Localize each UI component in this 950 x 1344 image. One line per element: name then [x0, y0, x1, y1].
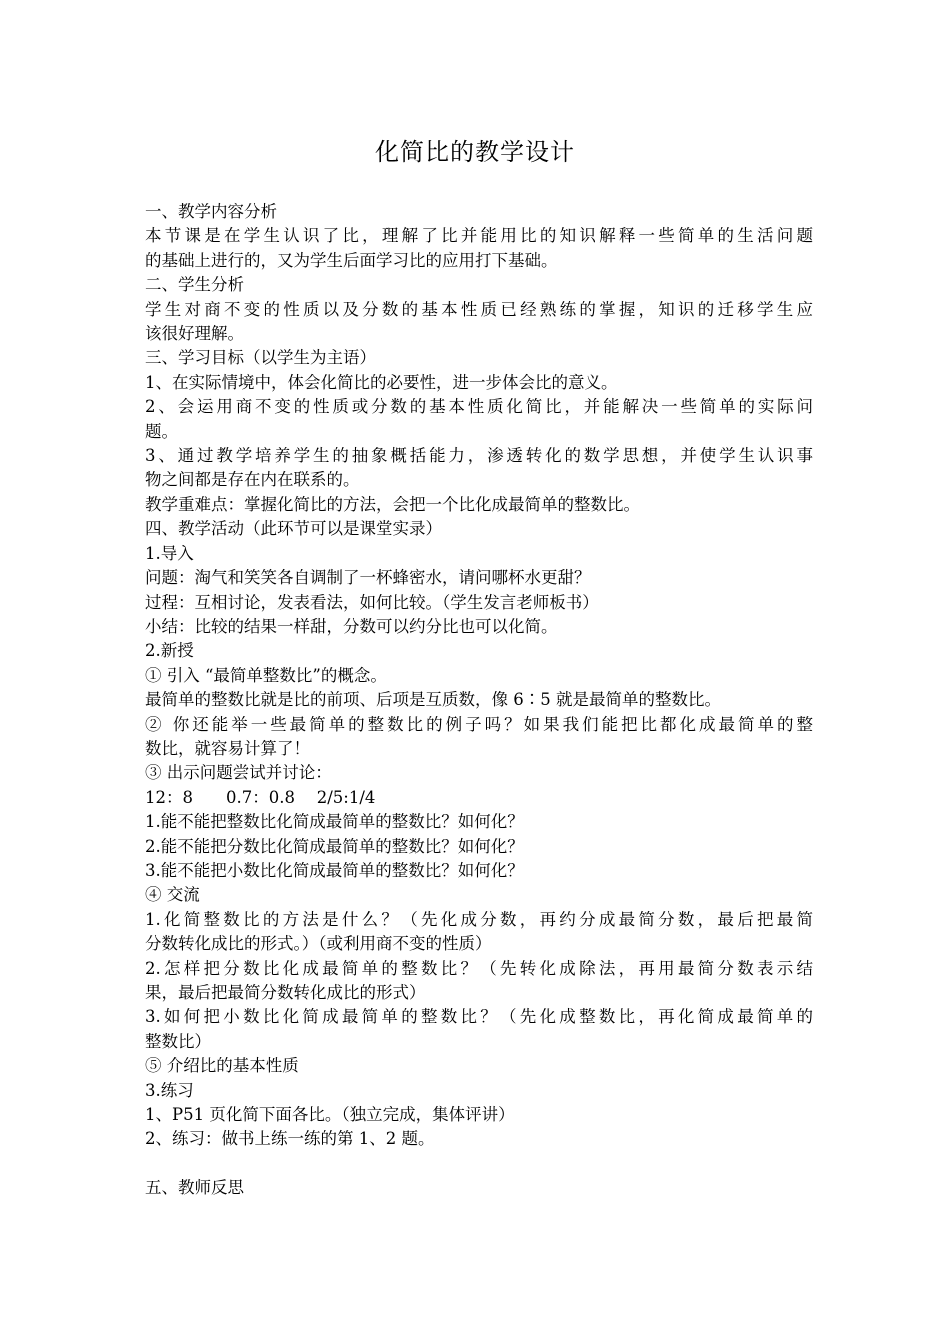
question-item: 2.能不能把分数比化简成最简单的整数比？如何化？ — [145, 836, 524, 856]
discussion-item: 2.怎样把分数比化成最简单的整数比？（先转化成除法，再用最简分数表示结 — [145, 958, 813, 978]
question-item: 3.能不能把小数比化简成最简单的整数比？如何化？ — [145, 860, 524, 880]
question-item: 1.能不能把整数比化简成最简单的整数比？如何化？ — [145, 812, 524, 832]
key-difficulty: 教学重难点：掌握化简比的方法，会把一个比化成最简单的整数比。 — [145, 494, 640, 514]
document-body — [145, 200, 813, 1201]
heading-teaching-activities: 四、教学活动（此环节可以是课堂实录） — [145, 519, 442, 539]
list-item-continued: 数比，就容易计算了！ — [145, 738, 310, 758]
document-title: 化简比的教学设计 — [375, 138, 575, 166]
discussion-item-continued: 果，最后把最简分数转化成比的形式） — [145, 983, 426, 1002]
paragraph-line: 学生对商不变的性质以及分数的基本性质已经熟练的掌握，知识的迁移学生应 — [145, 299, 813, 319]
discussion-item-continued: 整数比） — [145, 1031, 211, 1051]
paragraph-line: 的基础上进行的，又为学生后面学习比的应用打下基础。 — [145, 250, 558, 270]
subheading-new-lesson: 2.新授 — [145, 641, 194, 661]
blank-line — [145, 1152, 813, 1176]
discussion-item-continued: 分数转化成比的形式。）（或利用商不变的性质） — [145, 934, 492, 954]
subheading-practice: 3.练习 — [145, 1080, 194, 1100]
goal-item: 3、通过教学培养学生的抽象概括能力，渗透转化的数学思想，并使学生认识事 — [145, 446, 813, 466]
discussion-item: 3.如何把小数比化简成最简单的整数比？（先化成整数比，再化简成最简单的 — [145, 1007, 813, 1027]
heading-learning-goals: 三、学习目标（以学生为主语） — [145, 348, 376, 368]
paragraph-line: 本节课是在学生认识了比，理解了比并能用比的知识解释一些简单的生活问题 — [145, 226, 813, 246]
goal-item-continued: 物之间都是存在内在联系的。 — [145, 470, 360, 490]
practice-item: 1、P51 页化简下面各比。（独立完成，集体评讲） — [145, 1105, 515, 1125]
goal-item: 1、在实际情境中，体会化简比的必要性，进一步体会比的意义。 — [145, 372, 618, 392]
goal-item-continued: 题。 — [145, 421, 178, 441]
practice-item: 2、练习：做书上练一练的第 1、2 题。 — [145, 1129, 435, 1149]
list-item: ① 引入 “最简单整数比”的概念。 — [145, 665, 387, 685]
heading-student-analysis: 二、学生分析 — [145, 275, 244, 295]
paragraph-line: 该很好理解。 — [145, 324, 244, 344]
list-item: ⑤ 介绍比的基本性质 — [145, 1056, 299, 1076]
list-item: ④ 交流 — [145, 885, 200, 905]
subheading-introduction: 1.导入 — [145, 543, 194, 563]
paragraph-line: 过程：互相讨论，发表看法，如何比较。（学生发言老师板书） — [145, 592, 599, 612]
heading-content-analysis: 一、教学内容分析 — [145, 202, 277, 221]
heading-teacher-reflection: 五、教师反思 — [145, 1178, 244, 1198]
discussion-item: 1.化简整数比的方法是什么？（先化成分数，再约分成最简分数，最后把最简 — [145, 909, 813, 929]
ratio-examples: 12：8 0.7：0.8 2/5:1/4 — [145, 787, 376, 807]
paragraph-line: 问题：淘气和笑笑各自调制了一杯蜂密水，请问哪杯水更甜？ — [145, 568, 591, 588]
list-item: ③ 出示问题尝试并讨论： — [145, 763, 332, 783]
paragraph-line: 小结：比较的结果一样甜，分数可以约分比也可以化简。 — [145, 616, 558, 636]
list-item: ② 你还能举一些最简单的整数比的例子吗？如果我们能把比都化成最简单的整 — [145, 714, 813, 734]
paragraph-line: 最简单的整数比就是比的前项、后项是互质数，像 6∶5 就是最简单的整数比。 — [145, 690, 721, 710]
goal-item: 2、会运用商不变的性质或分数的基本性质化简比，并能解决一些简单的实际问 — [145, 397, 813, 417]
